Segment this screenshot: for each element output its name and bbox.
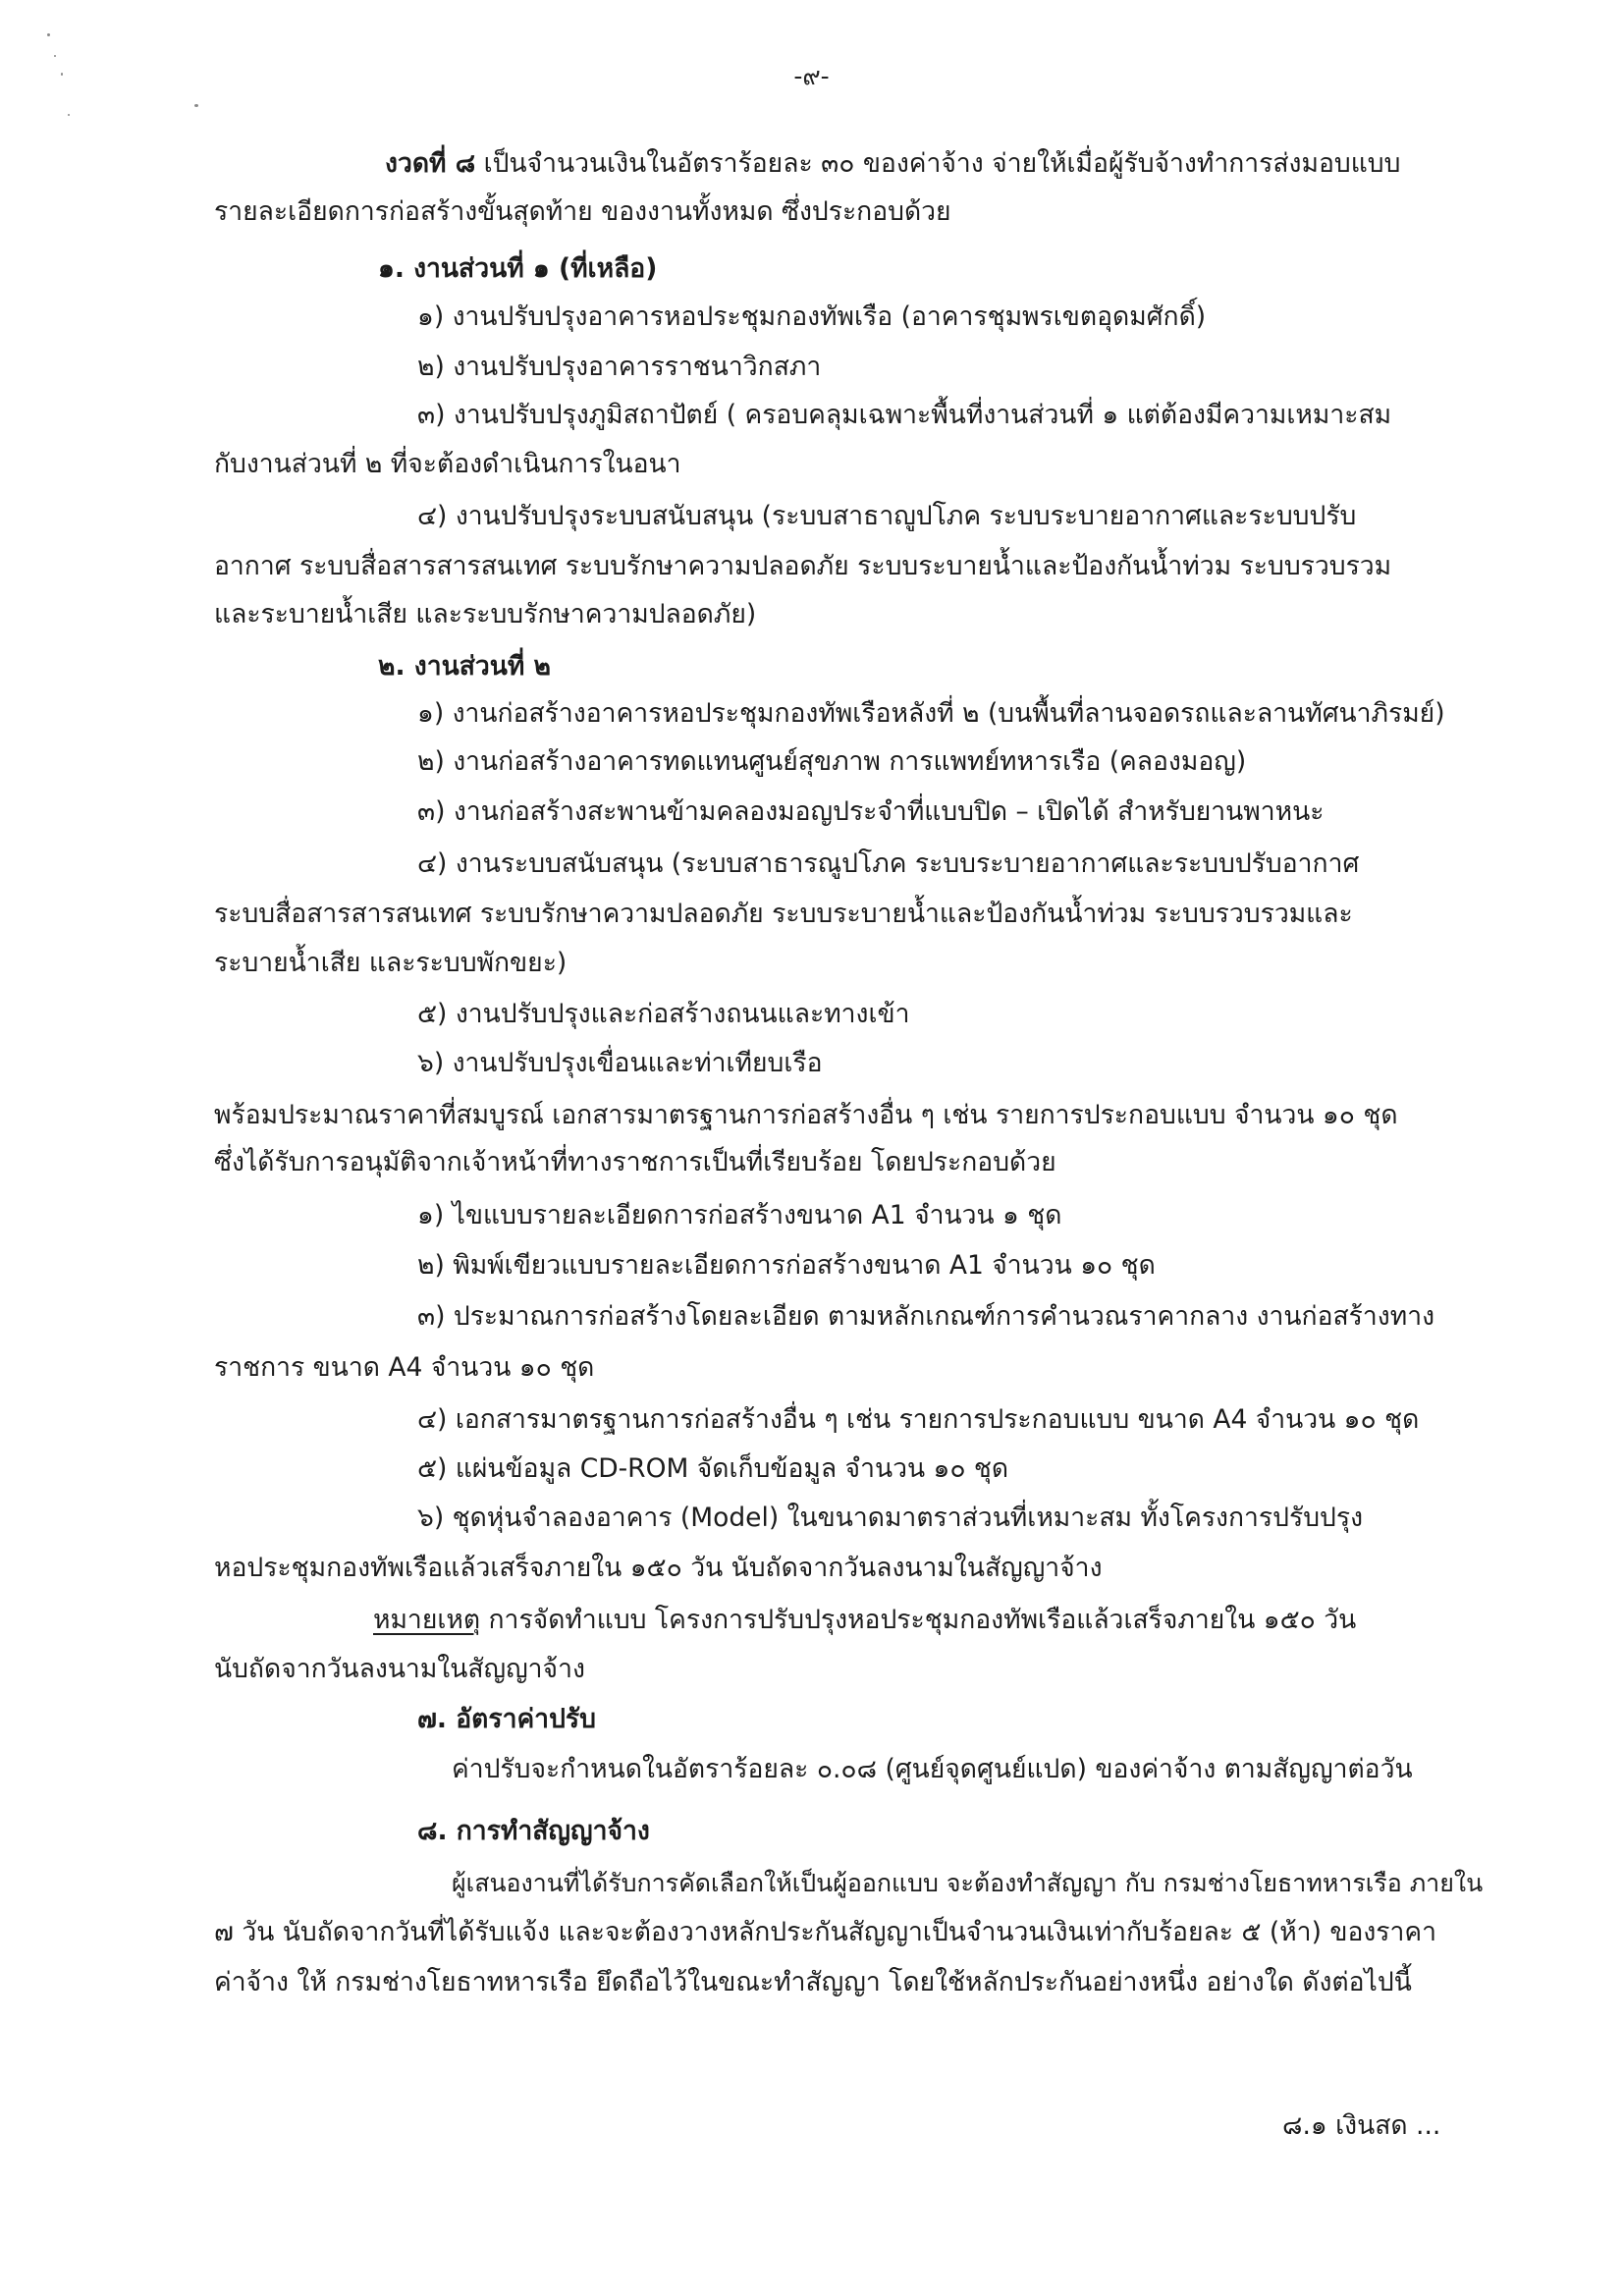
installment-line-2: รายละเอียดการก่อสร้างขั้นสุดท้าย ของงานทั้งหมด ซึ่งประกอบด้วย <box>214 196 951 227</box>
penalty-text: ค่าปรับจะกำหนดในอัตราร้อยละ ๐.๐๘ (ศูนย์จุดศูนย์แปด) ของค่าจ้าง ตามสัญญาต่อวัน <box>452 1754 1413 1784</box>
penalty-heading: ๗. อัตราค่าปรับ <box>417 1704 596 1734</box>
part2-item-4-cont-2: ระบายน้ำเสีย และระบบพักขยะ) <box>214 948 568 978</box>
contract-line-3: ค่าจ้าง ให้ กรมช่างโยธาทหารเรือ ยึดถือไว้ในขณะทำสัญญา โดยใช้หลักประกันอย่างหนึ่ง อย่างใด ดังต่อไปนี้ <box>214 1967 1412 1997</box>
docs-item-6-cont: หอประชุมกองทัพเรือแล้วเสร็จภายใน ๑๕๐ วัน นับถัดจากวันลงนามในสัญญาจ้าง <box>214 1553 1103 1583</box>
part1-heading: ๑. งานส่วนที่ ๑ (ที่เหลือ) <box>378 253 658 284</box>
docs-item-4: ๔) เอกสารมาตรฐานการก่อสร้างอื่น ๆ เช่น รายการประกอบแบบ ขนาด A4 จำนวน ๑๐ ชุด <box>417 1404 1420 1435</box>
part1-item-4-cont: อากาศ ระบบสื่อสารสารสนเทศ ระบบรักษาความปลอดภัย ระบบระบายน้ำและป้องกันน้ำท่วม ระบบรวบรวม <box>214 551 1392 581</box>
part2-item-4: ๔) งานระบบสนับสนุน (ระบบสาธารณูปโภค ระบบระบายอากาศและระบบปรับอากาศ <box>417 848 1360 879</box>
part1-item-3-cont: กับงานส่วนที่ ๒ ที่จะต้องดำเนินการในอนา <box>214 449 681 479</box>
part1-item-4: ๔) งานปรับปรุงระบบสนับสนุน (ระบบสาธาญูปโภค ระบบระบายอากาศและระบบปรับ <box>417 501 1357 531</box>
part1-item-1: ๑) งานปรับปรุงอาคารหอประชุมกองทัพเรือ (อาคารชุมพรเขตอุดมศักดิ์) <box>417 301 1207 332</box>
note-text: การจัดทำแบบ โครงการปรับปรุงหอประชุมกองทัพเรือแล้วเสร็จภายใน ๑๕๐ วัน <box>480 1605 1357 1635</box>
scan-speck <box>68 114 70 116</box>
scan-speck <box>194 104 198 107</box>
docs-item-6: ๖) ชุดหุ่นจำลองอาคาร (Model) ในขนาดมาตราส่วนที่เหมาะสม ทั้งโครงการปรับปรุง <box>417 1503 1364 1533</box>
part1-item-4-cont-2: และระบายน้ำเสีย และระบบรักษาความปลอดภัย) <box>214 599 757 629</box>
scan-speck <box>47 33 50 36</box>
page-continuation: ๘.๑ เงินสด ... <box>1282 2110 1441 2141</box>
part1-item-2: ๒) งานปรับปรุงอาคารราชนาวิกสภา <box>417 352 822 382</box>
docs-item-5: ๕) แผ่นข้อมูล CD-ROM จัดเก็บข้อมูล จำนวน ๑๐ ชุด <box>417 1453 1009 1484</box>
docs-item-1: ๑) ไขแบบรายละเอียดการก่อสร้างขนาด A1 จำนวน ๑ ชุด <box>417 1200 1062 1230</box>
installment-text: เป็นจำนวนเงินในอัตราร้อยละ ๓๐ ของค่าจ้าง จ่ายให้เมื่อผู้รับจ้างทำการส่งมอบแบบ <box>483 148 1401 179</box>
part2-item-5: ๕) งานปรับปรุงและก่อสร้างถนนและทางเข้า <box>417 999 910 1029</box>
note-line-2: นับถัดจากวันลงนามในสัญญาจ้าง <box>214 1654 585 1684</box>
contract-line-1: ผู้เสนองานที่ได้รับการคัดเลือกให้เป็นผู้ออกแบบ จะต้องทำสัญญา กับ กรมช่างโยธาทหารเรือ ภายใน <box>452 1869 1484 1897</box>
installment-label: งวดที่ ๘ <box>385 148 476 179</box>
note-label: หมายเหตุ <box>373 1605 481 1635</box>
installment-line-1 <box>385 147 1400 181</box>
part2-heading: ๒. งานส่วนที่ ๒ <box>378 651 552 682</box>
part2-item-6: ๖) งานปรับปรุงเขื่อนและท่าเทียบเรือ <box>417 1048 823 1078</box>
contract-heading: ๘. การทำสัญญาจ้าง <box>417 1816 650 1846</box>
docs-line-2: ซึ่งได้รับการอนุมัติจากเจ้าหน้าที่ทางราชการเป็นที่เรียบร้อย โดยประกอบด้วย <box>214 1147 1056 1177</box>
page-number: -๙- <box>793 62 830 90</box>
docs-item-3: ๓) ประมาณการก่อสร้างโดยละเอียด ตามหลักเกณฑ์การคำนวณราคากลาง งานก่อสร้างทาง <box>417 1301 1435 1332</box>
note-line-1 <box>373 1604 1356 1637</box>
docs-line-1: พร้อมประมาณราคาที่สมบูรณ์ เอกสารมาตรฐานการก่อสร้างอื่น ๆ เช่น รายการประกอบแบบ จำนวน ๑๐ ชุด <box>214 1100 1398 1130</box>
part1-item-3: ๓) งานปรับปรุงภูมิสถาปัตย์ ( ครอบคลุมเฉพาะพื้นที่งานส่วนที่ ๑ แต่ต้องมีความเหมาะสม <box>417 400 1392 430</box>
docs-item-2: ๒) พิมพ์เขียวแบบรายละเอียดการก่อสร้างขนาด A1 จำนวน ๑๐ ชุด <box>417 1250 1156 1281</box>
docs-item-3-cont: ราชการ ขนาด A4 จำนวน ๑๐ ชุด <box>214 1352 595 1383</box>
part2-item-4-cont: ระบบสื่อสารสารสนเทศ ระบบรักษาความปลอดภัย ระบบระบายน้ำและป้องกันน้ำท่วม ระบบรวบรวมและ <box>214 899 1353 929</box>
part2-item-3: ๓) งานก่อสร้างสะพานข้ามคลองมอญประจำที่แบบปิด – เปิดได้ สำหรับยานพาหนะ <box>417 796 1325 827</box>
part2-item-1: ๑) งานก่อสร้างอาคารหอประชุมกองทัพเรือหลังที่ ๒ (บนพื้นที่ลานจอดรถและลานทัศนาภิรมย์) <box>417 698 1445 729</box>
part2-item-2: ๒) งานก่อสร้างอาคารทดแทนศูนย์สุขภาพ การแพทย์ทหารเรือ (คลองมอญ) <box>417 746 1247 777</box>
contract-line-2: ๗ วัน นับถัดจากวันที่ได้รับแจ้ง และจะต้องวางหลักประกันสัญญาเป็นจำนวนเงินเท่ากับร้อยละ ๕ (ห้า) ของราคา <box>214 1917 1437 1947</box>
